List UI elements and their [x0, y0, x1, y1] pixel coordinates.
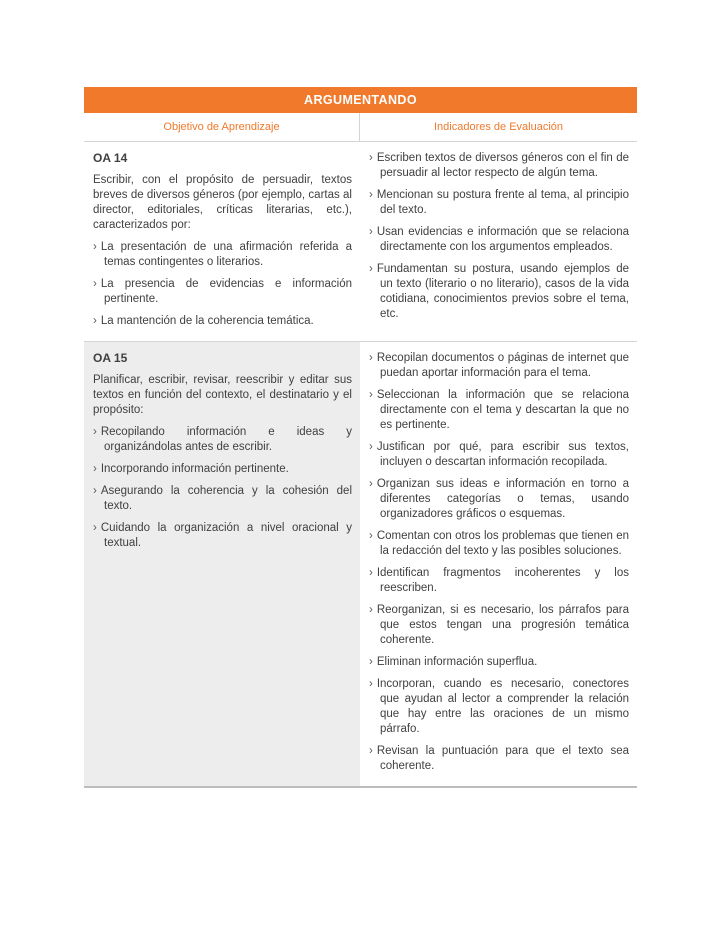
column-header-indicators: Indicadores de Evaluación — [433, 121, 564, 133]
objective-bullet — [93, 521, 352, 551]
bullet-icon: › — [369, 656, 373, 668]
indicator-bullet — [369, 529, 629, 559]
bullet-text: Justifican por qué, para escribir sus textos, incluyen o descartan información recopilada. — [376, 441, 629, 468]
indicator-bullet — [369, 351, 629, 381]
indicator-bullet — [369, 603, 629, 648]
bullet-text: Eliminan información superflua. — [376, 656, 538, 668]
bullet-icon: › — [93, 463, 97, 475]
bullet-icon: › — [369, 389, 373, 401]
bullet-text: Seleccionan la información que se relaciona directamente con el tema y descartan la que no es pertinente. — [376, 389, 629, 431]
objective-bullet-list-oa14 — [93, 240, 352, 329]
bullet-icon: › — [93, 426, 97, 438]
bullet-icon: › — [369, 604, 373, 616]
indicator-bullet — [369, 151, 629, 181]
bullet-icon: › — [369, 263, 373, 275]
indicator-bullet — [369, 225, 629, 255]
bullet-icon: › — [369, 189, 373, 201]
column-header-objective: Objetivo de Aprendizaje — [84, 113, 360, 141]
bullet-text: Mencionan su postura frente al tema, al principio del texto. — [376, 189, 629, 216]
indicator-bullet — [369, 677, 629, 737]
bullet-icon: › — [369, 226, 373, 238]
objective-intro-oa15: Planificar, escribir, revisar, reescribir y editar sus textos en función del contexto, el destinatario y el propósito: — [93, 374, 352, 416]
indicator-list-oa15 — [369, 351, 629, 774]
bullet-text: Fundamentan su postura, usando ejemplos de un texto (literario o no literario), casos de la vida cotidiana, conocimientos previos sobre el tema, etc. — [376, 263, 629, 320]
bullet-icon: › — [93, 485, 97, 497]
indicator-bullet — [369, 655, 629, 670]
bullet-icon: › — [369, 441, 373, 453]
bullet-text: La presencia de evidencias e información pertinente. — [100, 278, 352, 305]
bullet-icon: › — [369, 352, 373, 364]
objective-bullet — [93, 425, 352, 455]
bullet-icon: › — [93, 278, 97, 290]
bullet-icon: › — [93, 522, 97, 534]
bullet-text: Incorporan, cuando es necesario, conectores que ayudan al lector a comprender la relación que hay entre las oraciones de un mismo párrafo. — [376, 678, 629, 735]
objective-bullet-list-oa15 — [93, 425, 352, 551]
bullet-text: Recopilando información e ideas y organizándolas antes de escribir. — [100, 426, 352, 453]
bullet-text: La mantención de la coherencia temática. — [100, 315, 314, 327]
indicators-cell-oa15 — [360, 342, 637, 786]
bullet-text: Usan evidencias e información que se relaciona directamente con los argumentos empleados. — [376, 226, 629, 253]
indicator-bullet — [369, 566, 629, 596]
curriculum-table — [84, 87, 637, 788]
bullet-text: Organizan sus ideas e información en torno a diferentes categorías o temas, usando organizadores gráficos o esquemas. — [376, 478, 629, 520]
objective-bullet — [93, 240, 352, 270]
objective-intro-oa14: Escribir, con el propósito de persuadir, textos breves de diversos géneros (por ejemplo, cartas al director, editoriales, críticas literarias, etc.), caracterizados por: — [93, 174, 352, 231]
bullet-icon: › — [369, 152, 373, 164]
bullet-text: Comentan con otros los problemas que tienen en la redacción del texto y las posibles soluciones. — [376, 530, 629, 557]
table-title-bar — [84, 87, 637, 113]
bullet-icon: › — [93, 241, 97, 253]
objective-bullet — [93, 314, 352, 329]
objective-cell-oa15 — [84, 342, 360, 786]
indicator-bullet — [369, 477, 629, 522]
bullet-text: Escriben textos de diversos géneros con el fin de persuadir al lector respecto de algún tema. — [376, 152, 629, 179]
bullet-text: La presentación de una afirmación referida a temas contingentes o literarios. — [100, 241, 352, 268]
indicator-bullet — [369, 744, 629, 774]
bullet-icon: › — [93, 315, 97, 327]
bullet-icon: › — [369, 745, 373, 757]
bullet-text: Revisan la puntuación para que el texto sea coherente. — [376, 745, 629, 772]
objective-cell-oa14 — [84, 142, 360, 341]
bullet-text: Cuidando la organización a nivel oracional y textual. — [100, 522, 352, 549]
table-row-oa14 — [84, 142, 637, 342]
indicator-bullet — [369, 388, 629, 433]
bullet-text: Identifican fragmentos incoherentes y los reescriben. — [376, 567, 629, 594]
bullet-icon: › — [369, 678, 373, 690]
objective-bullet — [93, 277, 352, 307]
bullet-text: Recopilan documentos o páginas de internet que puedan aportar información para el tema. — [376, 352, 629, 379]
bullet-icon: › — [369, 567, 373, 579]
indicator-bullet — [369, 440, 629, 470]
column-header-row — [84, 113, 637, 142]
bullet-text: Incorporando información pertinente. — [100, 463, 289, 475]
objective-bullet — [93, 462, 352, 477]
objective-bullet — [93, 484, 352, 514]
bullet-icon: › — [369, 478, 373, 490]
indicators-cell-oa14 — [360, 142, 637, 341]
bullet-icon: › — [369, 530, 373, 542]
table-title: ARGUMENTANDO — [304, 93, 417, 107]
bullet-text: Asegurando la coherencia y la cohesión del texto. — [100, 485, 352, 512]
indicator-bullet — [369, 188, 629, 218]
oa-code-oa14: OA 14 — [93, 151, 128, 165]
table-row-oa15 — [84, 342, 637, 788]
indicator-bullet — [369, 262, 629, 322]
oa-code-oa15: OA 15 — [93, 351, 128, 365]
indicator-list-oa14 — [369, 151, 629, 322]
bullet-text: Reorganizan, si es necesario, los párrafos para que estos tengan una progresión temática coherente. — [376, 604, 629, 646]
